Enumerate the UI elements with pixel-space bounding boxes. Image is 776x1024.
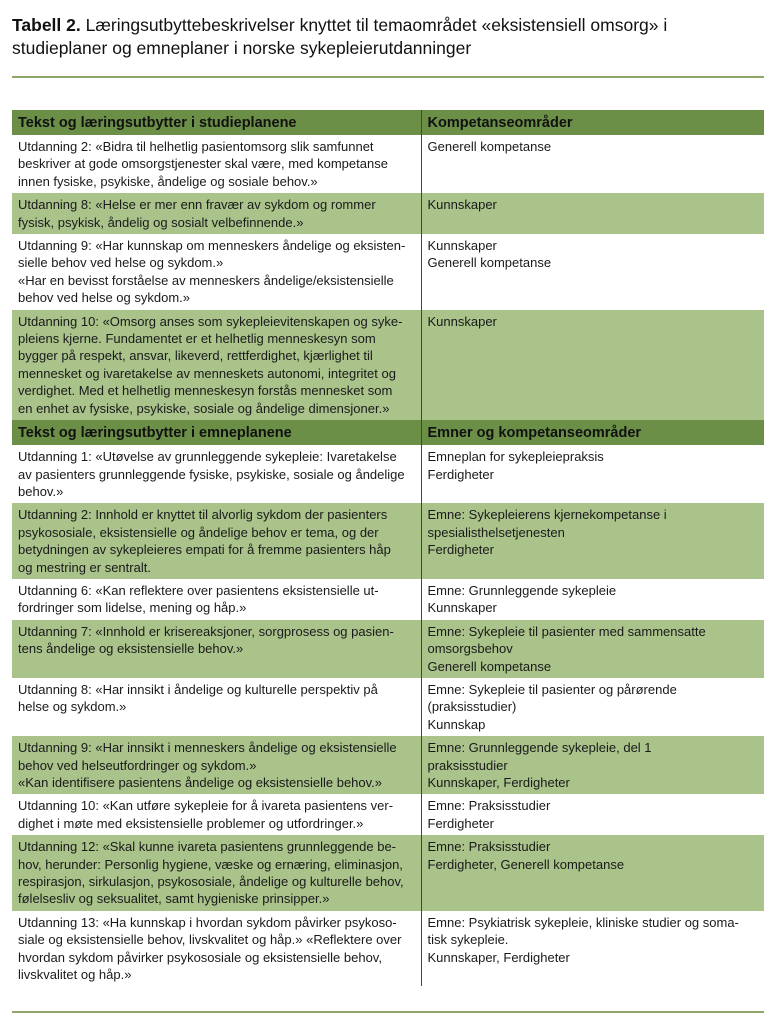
- competence-area-line: Kunnskaper: [427, 197, 497, 213]
- outcome-text-line: behov.»: [18, 483, 64, 499]
- column-header-text: Tekst og læringsutbytter i studieplanene: [12, 110, 421, 135]
- outcome-text-line: helse og sykdom.»: [18, 699, 127, 715]
- outcomes-table: [12, 110, 764, 986]
- competence-area-line: Ferdigheter: [427, 466, 494, 482]
- competence-area-cell: [421, 503, 764, 579]
- outcome-text-line: verdighet. Med et helhetlig menneskesyn forstås mennesket som: [18, 383, 393, 399]
- outcome-text-cell: [12, 835, 421, 911]
- outcome-text-line: hov, herunder: Personlig hygiene, væske og ernæring, eliminasjon,: [18, 856, 403, 872]
- competence-area-line: Emne: Sykepleie til pasienter og pårørende: [427, 681, 677, 697]
- outcome-text-line: bygger på respekt, ansvar, likeverd, rettferdighet, kjærlighet til: [18, 348, 373, 364]
- outcome-text-cell: [12, 135, 421, 193]
- outcome-text-cell: [12, 234, 421, 310]
- competence-area-line: Ferdigheter, Generell kompetanse: [427, 856, 625, 872]
- outcome-text-cell: [12, 620, 421, 678]
- table-caption: [12, 14, 764, 60]
- competence-area-line: omsorgsbehov: [427, 641, 513, 657]
- outcome-text-line: livskvalitet og håp.»: [18, 967, 132, 983]
- section-header-row: [12, 420, 764, 445]
- table-row: [12, 736, 764, 794]
- competence-area-line: Generell kompetanse: [427, 255, 552, 271]
- competence-area-line: Generell kompetanse: [427, 139, 552, 154]
- competence-area-cell: [421, 620, 764, 678]
- outcome-text-cell: [12, 678, 421, 736]
- competence-area-line: Kunnskaper: [427, 313, 497, 329]
- outcome-text-line: Utdanning 1: «Utøvelse av grunnleggende sykepleie: Ivaretakelse: [18, 449, 397, 465]
- caption-text: Læringsutbyttebeskrivelser knyttet til temaområdet «eksistensiell omsorg» i studieplaner og emneplaner i norske sykepleierutdanninger: [12, 15, 668, 58]
- outcome-text-line: av pasienters grunnleggende fysiske, psykiske, sosiale og åndelige: [18, 466, 405, 482]
- outcome-text-line: Utdanning 13: «Ha kunnskap i hvordan sykdom påvirker psykoso-: [18, 914, 397, 930]
- outcome-text-line: Utdanning 10: «Omsorg anses som sykepleievitenskapen og syke-: [18, 313, 403, 329]
- competence-area-cell: [421, 835, 764, 911]
- outcome-text-cell: [12, 193, 421, 234]
- caption-label: Tabell 2.: [12, 15, 81, 35]
- outcome-text-line: Utdanning 8: «Helse er mer enn fravær av sykdom og rommer: [18, 197, 376, 213]
- outcome-text-line: Utdanning 2: «Bidra til helhetlig pasientomsorg slik samfunnet: [18, 139, 374, 154]
- competence-area-line: Emne: Praksisstudier: [427, 798, 551, 814]
- table-row: [12, 678, 764, 736]
- outcome-text-cell: [12, 579, 421, 620]
- outcome-text-cell: [12, 310, 421, 420]
- competence-area-cell: [421, 911, 764, 987]
- outcome-text-line: tens åndelige og eksistensielle behov.»: [18, 641, 244, 657]
- competence-area-line: Emneplan for sykepleiepraksis: [427, 449, 604, 465]
- competence-area-line: Kunnskaper: [427, 600, 497, 616]
- competence-area-cell: [421, 310, 764, 420]
- outcome-text-line: betydningen av sykepleieres empati for å fremme pasienters håp: [18, 542, 391, 558]
- table-row: [12, 794, 764, 835]
- outcome-text-line: Utdanning 8: «Har innsikt i åndelige og kulturelle perspektiv på: [18, 681, 378, 697]
- outcome-text-cell: [12, 736, 421, 794]
- competence-area-line: Generell kompetanse: [427, 658, 552, 674]
- outcome-text-line: Utdanning 9: «Har kunnskap om menneskers åndelige og eksisten-: [18, 238, 406, 254]
- outcome-text-line: mennesket og ivaretakelse av menneskets autonomi, integritet og: [18, 365, 396, 381]
- outcome-text-line: Utdanning 2: Innhold er knyttet til alvorlig sykdom der pasienters: [18, 507, 388, 523]
- competence-area-line: Emne: Psykiatrisk sykepleie, kliniske studier og soma-: [427, 914, 739, 930]
- outcome-text-line: Utdanning 12: «Skal kunne ivareta pasientens grunnleggende be-: [18, 839, 396, 855]
- table-row: [12, 310, 764, 420]
- outcome-text-line: innen fysiske, psykiske, åndelige og sosiale behov.»: [18, 173, 318, 189]
- competence-area-line: tisk sykepleie.: [427, 932, 509, 948]
- outcome-text-line: dighet i møte med eksistensielle problemer og utfordringer.»: [18, 815, 364, 831]
- competence-area-cell: [421, 678, 764, 736]
- outcome-text-cell: [12, 911, 421, 987]
- column-header-text: Tekst og læringsutbytter i emneplanene: [12, 420, 421, 445]
- bottom-rule: [12, 1011, 764, 1013]
- competence-area-line: Emne: Sykepleie til pasienter med sammensatte: [427, 623, 706, 639]
- competence-area-cell: [421, 234, 764, 310]
- table-row: [12, 234, 764, 310]
- outcome-text-line: hvordan sykdom påvirker psykososiale og eksistensielle behov,: [18, 949, 382, 965]
- table-row: [12, 135, 764, 193]
- outcome-text-line: en enhet av fysiske, psykiske, sosiale og åndelige dimensjoner.»: [18, 400, 390, 416]
- outcome-text-line: Utdanning 10: «Kan utføre sykepleie for å ivareta pasientens ver-: [18, 798, 394, 814]
- outcome-text-cell: [12, 503, 421, 579]
- top-rule: [12, 76, 764, 78]
- outcome-text-line: og mestring er sentralt.: [18, 559, 151, 575]
- outcome-text-line: behov ved helseutfordringer og sykdom.»: [18, 757, 257, 773]
- competence-area-line: Emne: Grunnleggende sykepleie, del 1: [427, 740, 652, 756]
- outcome-text-line: Utdanning 7: «Innhold er krisereaksjoner, sorgprosess og pasien-: [18, 623, 394, 639]
- outcome-text-line: behov ved helse og sykdom.»: [18, 290, 190, 306]
- table-body: [12, 110, 764, 986]
- table-row: [12, 445, 764, 503]
- outcome-text-line: Utdanning 6: «Kan reflektere over pasientens eksistensielle ut-: [18, 582, 379, 598]
- column-header-area: Kompetanseområder: [421, 110, 764, 135]
- competence-area-line: Kunnskaper, Ferdigheter: [427, 775, 570, 790]
- table-row: [12, 835, 764, 911]
- competence-area-line: Kunnskaper, Ferdigheter: [427, 949, 570, 965]
- outcome-text-line: sielle behov ved helse og sykdom.»: [18, 255, 224, 271]
- competence-area-cell: [421, 445, 764, 503]
- competence-area-cell: [421, 135, 764, 193]
- competence-area-line: (praksisstudier): [427, 699, 517, 715]
- competence-area-line: Emne: Sykepleierens kjernekompetanse i: [427, 507, 667, 523]
- outcome-text-line: Utdanning 9: «Har innsikt i menneskers åndelige og eksistensielle: [18, 740, 397, 756]
- competence-area-line: Kunnskaper: [427, 238, 497, 254]
- competence-area-cell: [421, 736, 764, 794]
- competence-area-cell: [421, 193, 764, 234]
- competence-area-line: Ferdigheter: [427, 815, 494, 831]
- competence-area-line: Emne: Grunnleggende sykepleie: [427, 582, 617, 598]
- table-row: [12, 193, 764, 234]
- table-row: [12, 911, 764, 987]
- table-row: [12, 503, 764, 579]
- table-row: [12, 620, 764, 678]
- outcome-text-line: «Har en bevisst forståelse av menneskers åndelige/eksistensielle: [18, 272, 394, 288]
- competence-area-line: spesialisthelsetjenesten: [427, 524, 565, 540]
- outcome-text-line: respirasjon, sirkulasjon, psykososiale, åndelige og kulturelle behov,: [18, 874, 404, 890]
- outcome-text-line: pleiens kjerne. Fundamentet er et helhetlig menneskesyn som: [18, 331, 376, 347]
- outcome-text-line: beskriver at gode omsorgstjenester skal være, med kompetanse: [18, 156, 388, 172]
- outcome-text-cell: [12, 445, 421, 503]
- outcome-text-cell: [12, 794, 421, 835]
- competence-area-cell: [421, 794, 764, 835]
- outcome-text-line: fysisk, psykisk, åndelig og sosialt velbefinnende.»: [18, 214, 304, 230]
- outcome-text-line: fordringer som lidelse, mening og håp.»: [18, 600, 247, 616]
- outcome-text-line: følelsesliv og seksualitet, samt hygieniske prinsipper.»: [18, 891, 330, 907]
- competence-area-line: Emne: Praksisstudier: [427, 839, 551, 855]
- column-header-area: Emner og kompetanseområder: [421, 420, 764, 445]
- table-row: [12, 579, 764, 620]
- competence-area-cell: [421, 579, 764, 620]
- competence-area-line: Kunnskap: [427, 716, 486, 732]
- outcome-text-line: «Kan identifisere pasientens åndelige og eksistensielle behov.»: [18, 775, 383, 790]
- competence-area-line: praksisstudier: [427, 757, 508, 773]
- outcome-text-line: psykososiale, eksistensielle og åndelige behov er tema, og der: [18, 524, 379, 540]
- outcome-text-line: siale og eksistensielle behov, livskvalitet og håp.» «Reflektere over: [18, 932, 402, 948]
- competence-area-line: Ferdigheter: [427, 542, 494, 558]
- section-header-row: [12, 110, 764, 135]
